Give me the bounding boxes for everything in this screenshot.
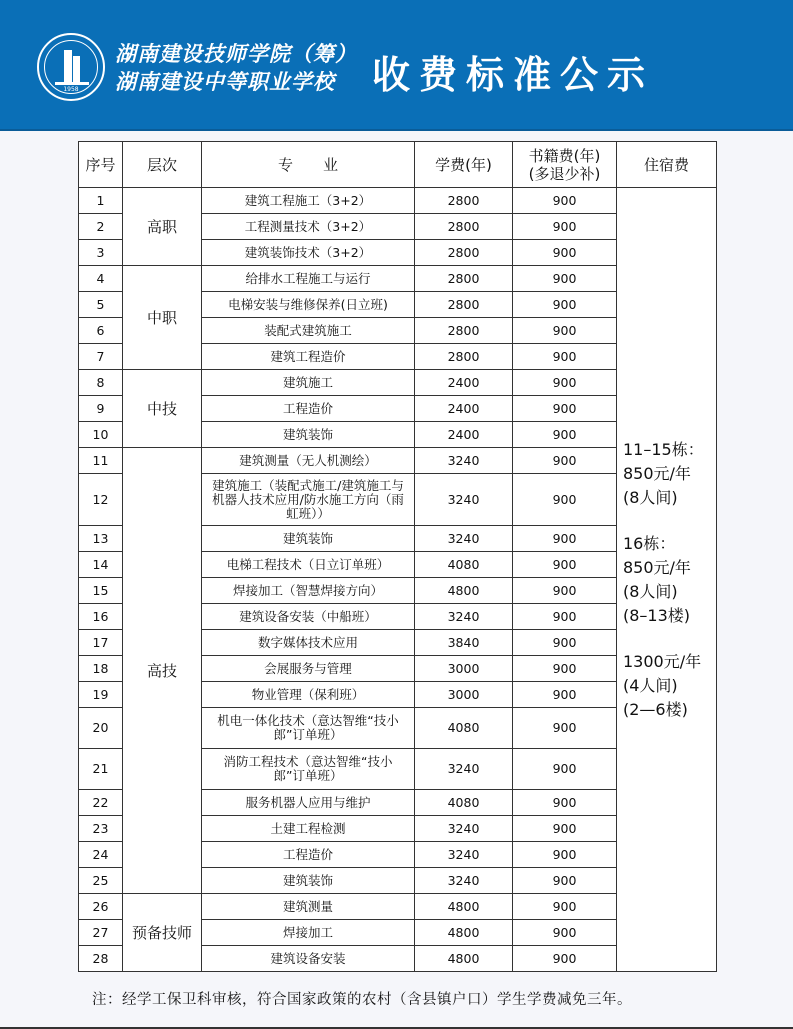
school-name-line1: 湖南建设技师学院（筹）	[115, 41, 357, 66]
cell-books: 900	[513, 292, 617, 318]
cell-level: 中职	[123, 266, 202, 370]
cell-seq: 7	[79, 344, 123, 370]
column-header-major: 专 业	[202, 142, 415, 188]
cell-seq: 10	[79, 422, 123, 448]
page-title: 收费标准公示	[372, 53, 655, 97]
column-header-tuition: 学费(年)	[415, 142, 513, 188]
cell-major: 机电一体化技术（意达智维“技小郎”订单班）	[202, 708, 415, 749]
cell-tuition: 3000	[415, 656, 513, 682]
cell-seq: 17	[79, 630, 123, 656]
school-logo	[37, 33, 105, 101]
school-name-line2: 湖南建设中等职业学校	[115, 69, 335, 94]
cell-major: 建筑装饰	[202, 526, 415, 552]
logo-building-icon	[64, 50, 72, 82]
table-row	[79, 188, 717, 214]
accommodation-block	[623, 650, 716, 722]
cell-seq: 4	[79, 266, 123, 292]
cell-books: 900	[513, 578, 617, 604]
cell-major: 会展服务与管理	[202, 656, 415, 682]
cell-major: 建筑施工（装配式施工/建筑施工与机器人技术应用/防水施工方向（雨虹班））	[202, 474, 415, 526]
cell-level: 高技	[123, 448, 202, 894]
cell-tuition: 2400	[415, 422, 513, 448]
cell-accommodation	[617, 188, 717, 972]
cell-tuition: 4800	[415, 578, 513, 604]
cell-seq: 3	[79, 240, 123, 266]
cell-tuition: 3240	[415, 816, 513, 842]
cell-tuition: 2800	[415, 344, 513, 370]
cell-tuition: 2400	[415, 396, 513, 422]
cell-seq: 6	[79, 318, 123, 344]
cell-tuition: 2800	[415, 214, 513, 240]
cell-books: 900	[513, 396, 617, 422]
accommodation-line: 1300元/年	[623, 651, 702, 671]
cell-seq: 11	[79, 448, 123, 474]
cell-major: 消防工程技术（意达智维“技小郎”订单班）	[202, 749, 415, 790]
cell-seq: 16	[79, 604, 123, 630]
cell-major: 建筑装饰	[202, 868, 415, 894]
cell-books: 900	[513, 552, 617, 578]
cell-tuition: 3240	[415, 842, 513, 868]
cell-books: 900	[513, 842, 617, 868]
cell-books: 900	[513, 422, 617, 448]
cell-major: 土建工程检测	[202, 816, 415, 842]
cell-books: 900	[513, 816, 617, 842]
cell-seq: 25	[79, 868, 123, 894]
cell-major: 建筑施工	[202, 370, 415, 396]
cell-seq: 5	[79, 292, 123, 318]
cell-books: 900	[513, 240, 617, 266]
cell-major: 给排水工程施工与运行	[202, 266, 415, 292]
cell-seq: 20	[79, 708, 123, 749]
cell-major: 建筑装饰	[202, 422, 415, 448]
accommodation-line: (4人间)	[623, 675, 678, 695]
cell-major: 工程造价	[202, 396, 415, 422]
cell-seq: 19	[79, 682, 123, 708]
cell-books: 900	[513, 894, 617, 920]
column-header-seq: 序号	[79, 142, 123, 188]
cell-books: 900	[513, 474, 617, 526]
cell-major: 工程测量技术（3+2）	[202, 214, 415, 240]
cell-tuition: 2800	[415, 188, 513, 214]
cell-books: 900	[513, 656, 617, 682]
cell-major: 焊接加工	[202, 920, 415, 946]
cell-seq: 2	[79, 214, 123, 240]
footnote: 注：经学工保卫科审核，符合国家政策的农村（含县镇户口）学生学费减免三年。	[92, 992, 632, 1008]
cell-major: 焊接加工（智慧焊接方向）	[202, 578, 415, 604]
cell-tuition: 4800	[415, 946, 513, 972]
cell-tuition: 4080	[415, 790, 513, 816]
accommodation-line: 850元/年	[623, 557, 691, 577]
cell-seq: 13	[79, 526, 123, 552]
cell-seq: 21	[79, 749, 123, 790]
cell-major: 建筑工程施工（3+2）	[202, 188, 415, 214]
cell-books: 900	[513, 318, 617, 344]
cell-books: 900	[513, 790, 617, 816]
cell-major: 建筑设备安装	[202, 946, 415, 972]
cell-tuition: 3240	[415, 526, 513, 552]
column-header-level: 层次	[123, 142, 202, 188]
cell-major: 建筑工程造价	[202, 344, 415, 370]
accommodation-line: (2—6楼)	[623, 699, 688, 719]
cell-seq: 27	[79, 920, 123, 946]
logo-building-icon-2	[73, 56, 80, 82]
cell-tuition: 3000	[415, 682, 513, 708]
cell-tuition: 4800	[415, 920, 513, 946]
cell-books: 900	[513, 188, 617, 214]
cell-books: 900	[513, 708, 617, 749]
accommodation-line: (8人间)	[623, 487, 678, 507]
header-banner	[0, 0, 793, 131]
cell-tuition: 3240	[415, 448, 513, 474]
cell-seq: 12	[79, 474, 123, 526]
cell-seq: 1	[79, 188, 123, 214]
accommodation-line: 11–15栋：	[623, 439, 704, 459]
table-header-row	[79, 142, 717, 188]
cell-major: 数字媒体技术应用	[202, 630, 415, 656]
cell-seq: 23	[79, 816, 123, 842]
cell-major: 电梯工程技术（日立订单班）	[202, 552, 415, 578]
cell-major: 装配式建筑施工	[202, 318, 415, 344]
cell-seq: 26	[79, 894, 123, 920]
logo-base	[55, 82, 89, 85]
cell-tuition: 4080	[415, 552, 513, 578]
table-body	[79, 188, 717, 972]
cell-tuition: 2800	[415, 240, 513, 266]
cell-books: 900	[513, 266, 617, 292]
column-header-books: 书籍费(年) (多退少补)	[513, 142, 617, 188]
cell-books: 900	[513, 214, 617, 240]
cell-tuition: 2800	[415, 266, 513, 292]
cell-seq: 8	[79, 370, 123, 396]
accommodation-line: 850元/年	[623, 463, 691, 483]
accommodation-line: 16栋：	[623, 533, 676, 553]
cell-tuition: 2800	[415, 292, 513, 318]
cell-books: 900	[513, 749, 617, 790]
cell-books: 900	[513, 682, 617, 708]
cell-seq: 18	[79, 656, 123, 682]
cell-tuition: 3240	[415, 474, 513, 526]
cell-major: 物业管理（保利班）	[202, 682, 415, 708]
cell-tuition: 4800	[415, 894, 513, 920]
cell-seq: 22	[79, 790, 123, 816]
cell-major: 建筑设备安装（中船班）	[202, 604, 415, 630]
cell-books: 900	[513, 630, 617, 656]
cell-tuition: 3840	[415, 630, 513, 656]
cell-tuition: 3240	[415, 604, 513, 630]
cell-books: 900	[513, 920, 617, 946]
cell-books: 900	[513, 526, 617, 552]
cell-books: 900	[513, 868, 617, 894]
cell-tuition: 3240	[415, 868, 513, 894]
cell-tuition: 3240	[415, 749, 513, 790]
cell-tuition: 2400	[415, 370, 513, 396]
column-header-accommodation: 住宿费	[617, 142, 717, 188]
cell-books: 900	[513, 604, 617, 630]
cell-major: 建筑测量	[202, 894, 415, 920]
cell-seq: 14	[79, 552, 123, 578]
cell-major: 建筑测量（无人机测绘）	[202, 448, 415, 474]
cell-major: 建筑装饰技术（3+2）	[202, 240, 415, 266]
accommodation-line: (8–13楼)	[623, 605, 691, 625]
cell-major: 服务机器人应用与维护	[202, 790, 415, 816]
cell-level: 预备技师	[123, 894, 202, 972]
fee-table	[78, 141, 717, 972]
cell-major: 电梯安装与维修保养(日立班)	[202, 292, 415, 318]
cell-seq: 15	[79, 578, 123, 604]
cell-seq: 28	[79, 946, 123, 972]
cell-level: 高职	[123, 188, 202, 266]
cell-books: 900	[513, 370, 617, 396]
accommodation-block	[623, 532, 716, 628]
cell-seq: 24	[79, 842, 123, 868]
cell-books: 900	[513, 448, 617, 474]
accommodation-block	[623, 438, 716, 510]
accommodation-line: (8人间)	[623, 581, 678, 601]
cell-level: 中技	[123, 370, 202, 448]
cell-books: 900	[513, 946, 617, 972]
cell-seq: 9	[79, 396, 123, 422]
cell-tuition: 2800	[415, 318, 513, 344]
logo-year: 1958	[63, 86, 79, 93]
cell-tuition: 4080	[415, 708, 513, 749]
cell-major: 工程造价	[202, 842, 415, 868]
cell-books: 900	[513, 344, 617, 370]
